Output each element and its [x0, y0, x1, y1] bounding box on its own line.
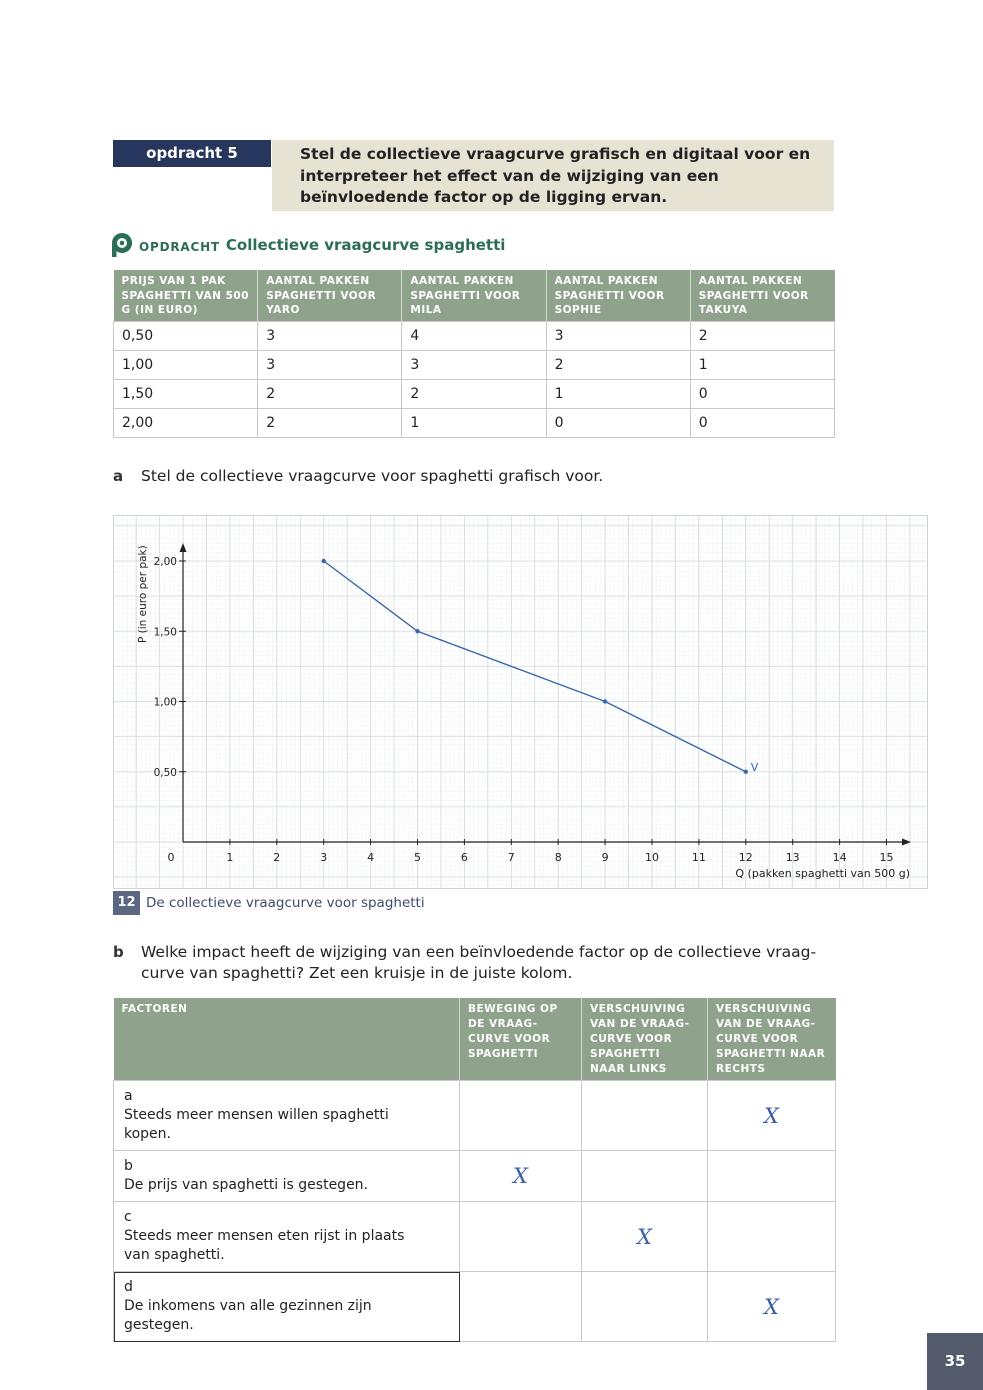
table-cell: 1: [546, 380, 690, 409]
table-row: [114, 380, 835, 409]
chart-minor-grid: [114, 516, 927, 888]
factor-cell: [114, 1081, 460, 1151]
table-row: [114, 351, 835, 380]
task-keyword: OPDRACHT: [139, 239, 220, 254]
demand-curve-chart: [113, 515, 928, 889]
answer-cell-shift-right[interactable]: X: [708, 1081, 836, 1151]
y-axis-label: P (in euro per pak): [137, 545, 149, 643]
assignment-label: opdracht 5: [113, 140, 271, 167]
answer-cell-movement[interactable]: [460, 1272, 582, 1342]
figure-caption: [113, 891, 425, 915]
table-cell: 1,00: [114, 351, 258, 380]
answer-cell-shift-left[interactable]: [582, 1272, 708, 1342]
answer-cell-movement[interactable]: [460, 1081, 582, 1151]
table-cell: 2: [690, 322, 834, 351]
question-b-line-2: curve van spaghetti? Zet een kruisje in de juiste kolom.: [141, 964, 573, 982]
series-label: V: [750, 760, 759, 774]
table-cell: 1: [402, 409, 546, 438]
x-tick-label: 4: [367, 851, 375, 864]
data-point: [744, 770, 748, 774]
column-header: BEWEGING OP DE VRAAG-CURVE VOOR SPAGHETTI: [460, 998, 582, 1081]
table-cell: 3: [546, 322, 690, 351]
figure-caption-text: De collectieve vraagcurve voor spaghetti: [146, 895, 425, 911]
factor-text: Steeds meer mensen eten rijst in plaats van spaghetti.: [124, 1228, 405, 1263]
task-heading: [111, 232, 505, 258]
x-axis-label: Q (pakken spaghetti van 500 g): [735, 867, 910, 880]
table-cell: 0: [690, 409, 834, 438]
factor-cell: [114, 1272, 460, 1342]
table-row: [114, 1081, 836, 1151]
table-header-row: [114, 270, 835, 322]
column-header: VERSCHUIVING VAN DE VRAAG-CURVE VOOR SPAGHETTI NAAR RECHTS: [708, 998, 836, 1081]
data-point: [603, 699, 607, 703]
factor-text: De prijs van spaghetti is gestegen.: [124, 1177, 369, 1193]
factor-letter: a: [124, 1088, 133, 1104]
factor-letter: d: [124, 1279, 133, 1295]
assignment-instruction: Stel de collectieve vraagcurve grafisch en digitaal voor en interpreteer het effect van de wijziging van een beïnvloedende factor op de ligging ervan.: [272, 140, 834, 211]
x-tick-label: 13: [785, 851, 800, 864]
x-tick-label: 15: [879, 851, 894, 864]
table-row: [114, 1202, 836, 1272]
question-letter: a: [113, 467, 124, 485]
x-tick-label: 1: [226, 851, 234, 864]
table-cell: 4: [402, 322, 546, 351]
y-tick-label: 2,00: [153, 556, 177, 568]
table-cell: 3: [258, 351, 402, 380]
table-cell: 0: [690, 380, 834, 409]
factor-text: De inkomens van alle gezinnen zijn gestegen.: [124, 1298, 372, 1333]
column-header: VERSCHUIVING VAN DE VRAAG-CURVE VOOR SPAGHETTI NAAR LINKS: [582, 998, 708, 1081]
data-point: [415, 629, 419, 633]
page-number: 35: [927, 1333, 983, 1390]
table-row: [114, 322, 835, 351]
table-row: [114, 1272, 836, 1342]
answer-cell-shift-right[interactable]: X: [708, 1272, 836, 1342]
table-cell: 2: [258, 380, 402, 409]
table-row: [114, 409, 835, 438]
answer-cell-shift-left[interactable]: [582, 1151, 708, 1202]
table-cell: 1: [690, 351, 834, 380]
factor-letter: b: [124, 1158, 133, 1174]
column-header: PRIJS VAN 1 PAK SPAGHETTI VAN 500 G (IN EURO): [114, 270, 258, 322]
table-cell: 0,50: [114, 322, 258, 351]
figure-number: 12: [113, 891, 140, 915]
answer-cell-shift-right[interactable]: [708, 1202, 836, 1272]
factor-text: Steeds meer mensen willen spaghetti kopen.: [124, 1107, 389, 1142]
y-tick-label: 0,50: [153, 766, 177, 779]
task-title: Collectieve vraagcurve spaghetti: [225, 236, 506, 254]
factor-letter: c: [124, 1209, 132, 1225]
y-tick-label: 1,00: [153, 696, 177, 709]
x-tick-label: 7: [507, 851, 515, 864]
x-tick-label: 6: [460, 851, 468, 864]
question-a-text: Stel de collectieve vraagcurve voor spaghetti grafisch voor.: [141, 467, 604, 485]
question-a: [113, 466, 123, 485]
table-cell: 3: [402, 351, 546, 380]
column-header: AANTAL PAKKEN SPAGHETTI VOOR TAKUYA: [690, 270, 834, 322]
table-cell: 3: [258, 322, 402, 351]
question-b-text: [141, 942, 821, 984]
pelckmans-logo-icon: [111, 232, 133, 258]
answer-cell-movement[interactable]: X: [460, 1151, 582, 1202]
y-tick-label: 1,50: [153, 626, 177, 639]
factor-impact-table: [113, 998, 836, 1342]
x-tick-label: 3: [320, 851, 328, 864]
x-tick-label: 10: [645, 851, 659, 864]
question-b-line-1: Welke impact heeft de wijziging van een beïnvloedende factor op de collectieve vraag-: [141, 943, 817, 961]
price-quantity-table: [113, 270, 835, 438]
table-cell: 2,00: [114, 409, 258, 438]
x-tick-label: 8: [554, 851, 562, 864]
column-header: AANTAL PAKKEN SPAGHETTI VOOR SOPHIE: [546, 270, 690, 322]
x-tick-label: 11: [691, 851, 706, 864]
table-cell: 0: [546, 409, 690, 438]
answer-cell-shift-left[interactable]: [582, 1081, 708, 1151]
origin-label: 0: [167, 851, 175, 864]
table-row: [114, 1151, 836, 1202]
factor-cell: [114, 1202, 460, 1272]
column-header: AANTAL PAKKEN SPAGHETTI VOOR YARO: [258, 270, 402, 322]
x-tick-label: 5: [414, 851, 421, 864]
data-point: [322, 559, 326, 563]
table-cell: 2: [546, 351, 690, 380]
factor-cell: [114, 1151, 460, 1202]
table-header-row: [114, 998, 836, 1081]
table-cell: 1,50: [114, 380, 258, 409]
x-tick-label: 12: [738, 851, 753, 864]
answer-cell-movement[interactable]: [460, 1202, 582, 1272]
column-header: AANTAL PAKKEN SPAGHETTI VOOR MILA: [402, 270, 546, 322]
table-cell: 2: [402, 380, 546, 409]
x-tick-label: 9: [601, 851, 609, 864]
column-header: FACTOREN: [114, 998, 460, 1081]
x-tick-label: 14: [832, 851, 847, 864]
question-letter: b: [113, 943, 124, 961]
answer-cell-shift-right[interactable]: [708, 1151, 836, 1202]
x-tick-label: 2: [273, 851, 281, 864]
table-cell: 2: [258, 409, 402, 438]
question-b: [113, 942, 124, 961]
answer-cell-shift-left[interactable]: X: [582, 1202, 708, 1272]
